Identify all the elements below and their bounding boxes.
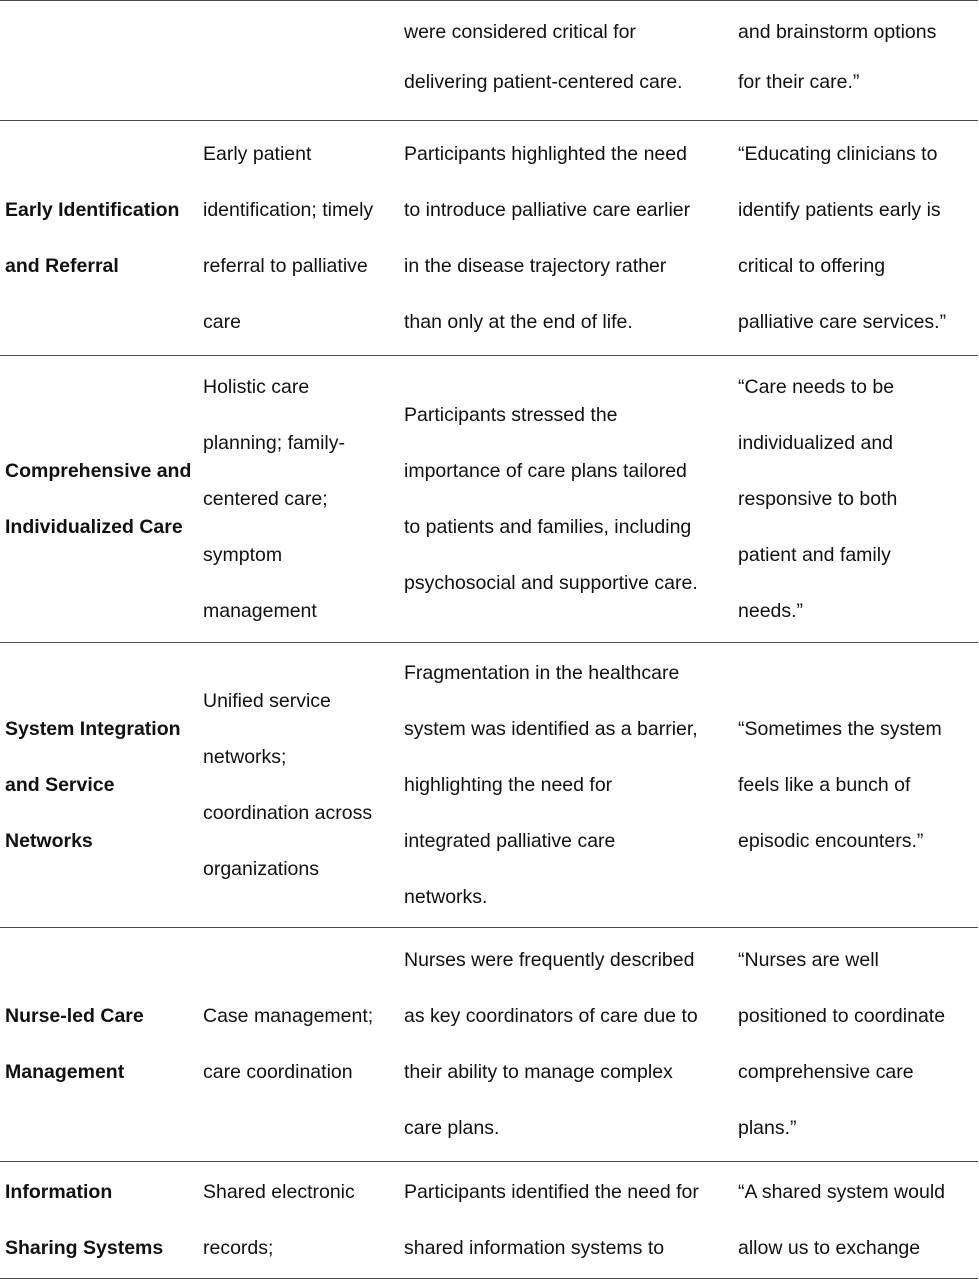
quote-line: identify patients early is	[738, 198, 941, 221]
quote-line: episodic encounters.”	[738, 829, 924, 852]
description-line: Nurses were frequently described	[404, 949, 695, 971]
description-line: Participants highlighted the need	[404, 142, 687, 165]
description-cell	[404, 642, 734, 927]
quote-line: “Nurses are well	[738, 949, 879, 971]
quote-line: needs.”	[738, 599, 804, 622]
subtheme-line: Shared electronic	[203, 1180, 355, 1203]
subthemes-cell	[203, 120, 399, 355]
quote-line: “Care needs to be	[738, 375, 895, 398]
description-line: Participants identified the need for	[404, 1180, 699, 1203]
description-line: shared information systems to	[404, 1236, 665, 1259]
quote-line: “A shared system would	[738, 1180, 946, 1203]
subtheme-line: symptom	[203, 543, 283, 566]
quote-line: allow us to exchange	[738, 1236, 921, 1259]
subtheme-line: centered care;	[203, 487, 328, 510]
theme-line: Individualized Care	[5, 515, 183, 538]
subtheme-line: Case management;	[203, 1005, 374, 1027]
quote-line: individualized and	[738, 431, 894, 454]
theme-line: and Referral	[5, 254, 119, 277]
subtheme-line: networks;	[203, 745, 287, 768]
description-line: integrated palliative care	[404, 829, 616, 852]
subtheme-line: coordination across	[203, 801, 373, 824]
subtheme-line: Early patient	[203, 142, 312, 165]
description-line: highlighting the need for	[404, 773, 613, 796]
subthemes-cell	[203, 0, 399, 120]
description-line: delivering patient-centered care.	[404, 71, 683, 93]
description-line: Participants stressed the	[404, 403, 618, 426]
quote-line: “Sometimes the system	[738, 717, 942, 740]
description-line: to introduce palliative care earlier	[404, 198, 691, 221]
subtheme-line: Unified service	[203, 689, 331, 712]
quote-line: plans.”	[738, 1117, 797, 1139]
description-line: Fragmentation in the healthcare	[404, 661, 680, 684]
theme-cell	[5, 355, 197, 642]
quote-line: for their care.”	[738, 71, 860, 93]
subtheme-line: care coordination	[203, 1061, 353, 1083]
description-line: than only at the end of life.	[404, 310, 633, 333]
quote-line: patient and family	[738, 543, 891, 566]
theme-line: Nurse-led Care	[5, 1005, 144, 1027]
quote-cell	[738, 355, 978, 642]
theme-cell	[5, 0, 197, 120]
quote-cell	[738, 120, 978, 355]
subtheme-line: planning; family-	[203, 431, 345, 454]
description-cell	[404, 1161, 734, 1278]
description-line: in the disease trajectory rather	[404, 254, 667, 277]
table-row	[0, 120, 979, 355]
theme-cell	[5, 120, 197, 355]
theme-line: Information	[5, 1180, 113, 1203]
description-line: importance of care plans tailored	[404, 459, 687, 482]
table-rule	[0, 1278, 978, 1279]
description-line: were considered critical for	[404, 21, 636, 43]
description-line: care plans.	[404, 1117, 500, 1139]
quote-cell	[738, 1161, 978, 1278]
subthemes-cell	[203, 1161, 399, 1278]
theme-line: Management	[5, 1061, 125, 1083]
table-row	[0, 927, 979, 1161]
subthemes-cell	[203, 355, 399, 642]
subtheme-line: organizations	[203, 857, 319, 880]
quote-line: palliative care services.”	[738, 310, 947, 333]
quote-line: responsive to both	[738, 487, 898, 510]
description-line: psychosocial and supportive care.	[404, 571, 698, 594]
theme-line: System Integration	[5, 717, 181, 740]
theme-line: Sharing Systems	[5, 1236, 164, 1259]
description-line: to patients and families, including	[404, 515, 692, 538]
description-line: networks.	[404, 885, 488, 908]
description-line: their ability to manage complex	[404, 1061, 673, 1083]
subtheme-line: management	[203, 599, 317, 622]
quote-cell	[738, 0, 978, 120]
quote-cell	[738, 642, 978, 927]
theme-line: Early Identification	[5, 198, 180, 221]
description-cell	[404, 927, 734, 1161]
quote-line: and brainstorm options	[738, 21, 937, 43]
quote-line: feels like a bunch of	[738, 773, 911, 796]
description-line: system was identified as a barrier,	[404, 717, 698, 740]
table-row	[0, 0, 979, 120]
subtheme-line: Holistic care	[203, 375, 310, 398]
description-cell	[404, 120, 734, 355]
subthemes-cell	[203, 927, 399, 1161]
quote-line: critical to offering	[738, 254, 886, 277]
theme-line: Networks	[5, 829, 93, 852]
theme-line: Comprehensive and	[5, 459, 192, 482]
description-cell	[404, 355, 734, 642]
subtheme-line: identification; timely	[203, 198, 374, 221]
theme-cell	[5, 1161, 197, 1278]
table-row	[0, 355, 979, 642]
subtheme-line: care	[203, 310, 241, 333]
theme-line: and Service	[5, 773, 115, 796]
table-row	[0, 1161, 979, 1278]
table-row	[0, 642, 979, 927]
description-cell	[404, 0, 734, 120]
quote-line: positioned to coordinate	[738, 1005, 946, 1027]
quote-cell	[738, 927, 978, 1161]
theme-cell	[5, 642, 197, 927]
subtheme-line: records;	[203, 1236, 274, 1259]
theme-cell	[5, 927, 197, 1161]
description-line: as key coordinators of care due to	[404, 1005, 698, 1027]
subthemes-cell	[203, 642, 399, 927]
quote-line: “Educating clinicians to	[738, 142, 938, 165]
subtheme-line: referral to palliative	[203, 254, 368, 277]
quote-line: comprehensive care	[738, 1061, 914, 1083]
